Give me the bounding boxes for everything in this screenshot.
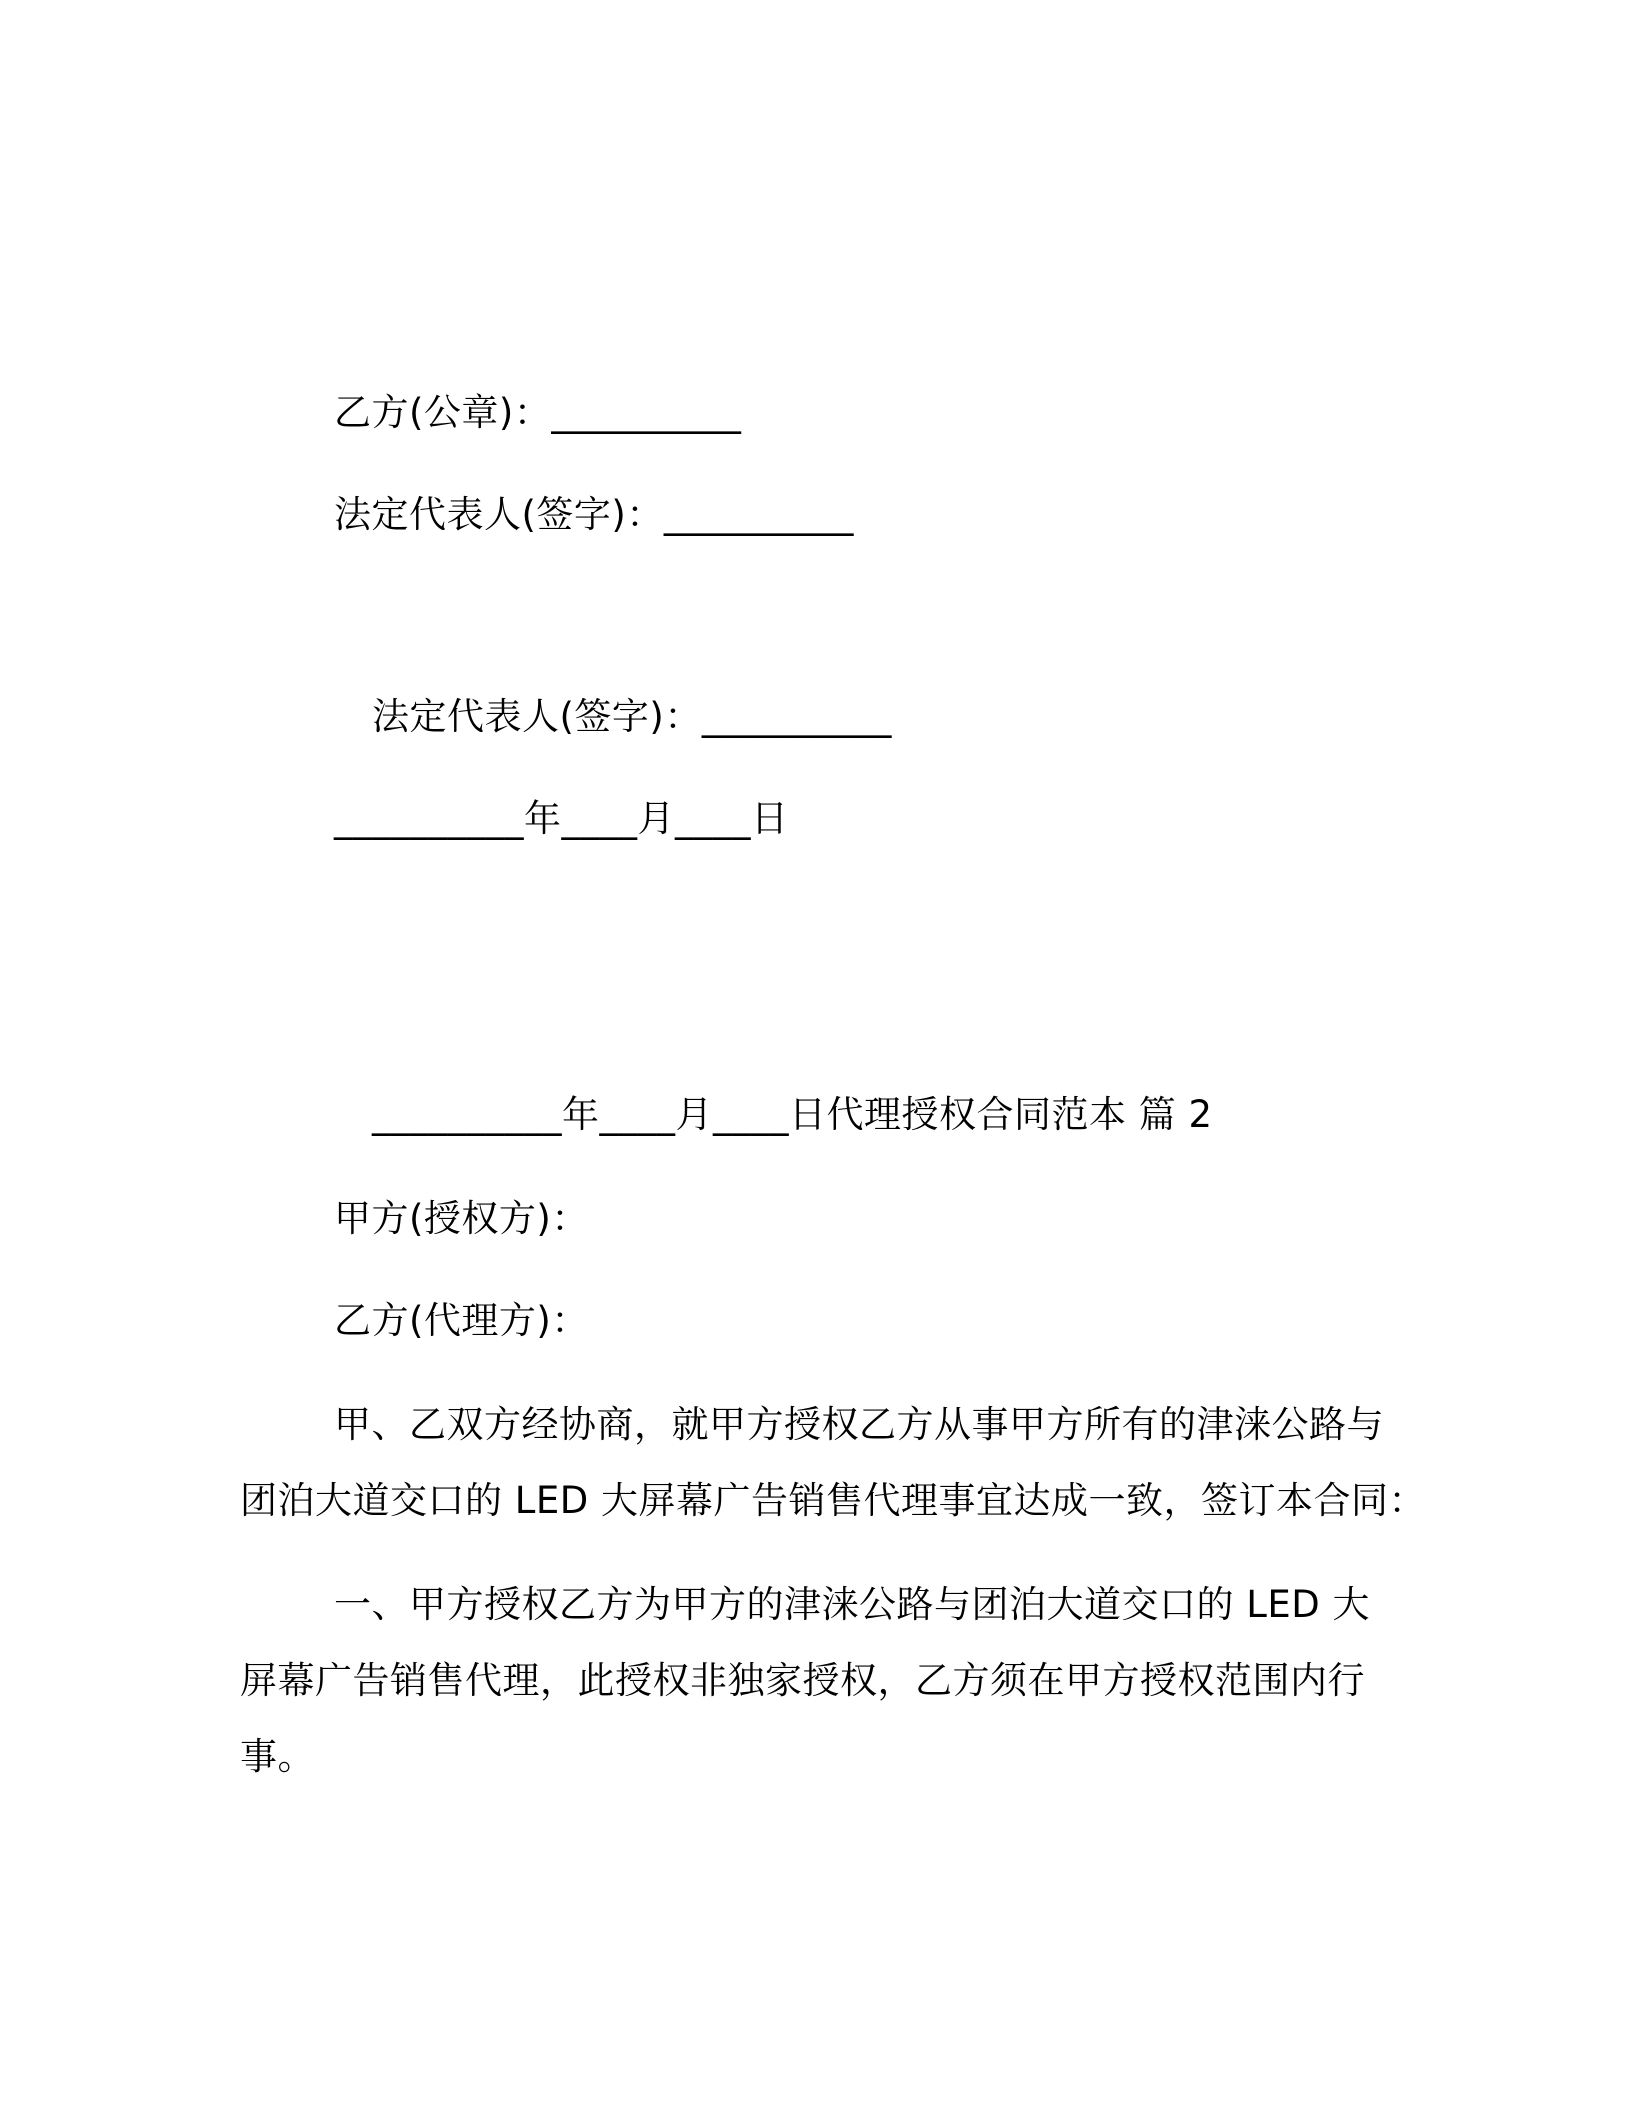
intro-paragraph-line-2: 团泊大道交口的 LED 大屏幕广告销售代理事宜达成一致，签订本合同： [240, 1479, 1427, 1522]
party-a-label: 甲方(授权方)： [334, 1197, 589, 1240]
intro-paragraph-line-1: 甲、乙双方经协商，就甲方授权乙方从事甲方所有的津涞公路与 [334, 1403, 1384, 1446]
date-line: __________年____月____日 [334, 797, 789, 840]
party-b-label: 乙方(代理方)： [334, 1299, 589, 1342]
contract-title: __________年____月____日代理授权合同范本 篇 2 [372, 1093, 1213, 1136]
party-b-seal-line: 乙方(公章)：__________ [334, 391, 742, 434]
clause-1-line-2: 屏幕广告销售代理，此授权非独家授权，乙方须在甲方授权范围内行 [240, 1659, 1365, 1702]
legal-rep-signature-line: 法定代表人(签字)：__________ [334, 493, 854, 536]
legal-rep-signature-line-2: 法定代表人(签字)：__________ [372, 695, 892, 738]
clause-1-line-3: 事。 [240, 1735, 315, 1778]
clause-1-line-1: 一、甲方授权乙方为甲方的津涞公路与团泊大道交口的 LED 大 [334, 1583, 1371, 1626]
